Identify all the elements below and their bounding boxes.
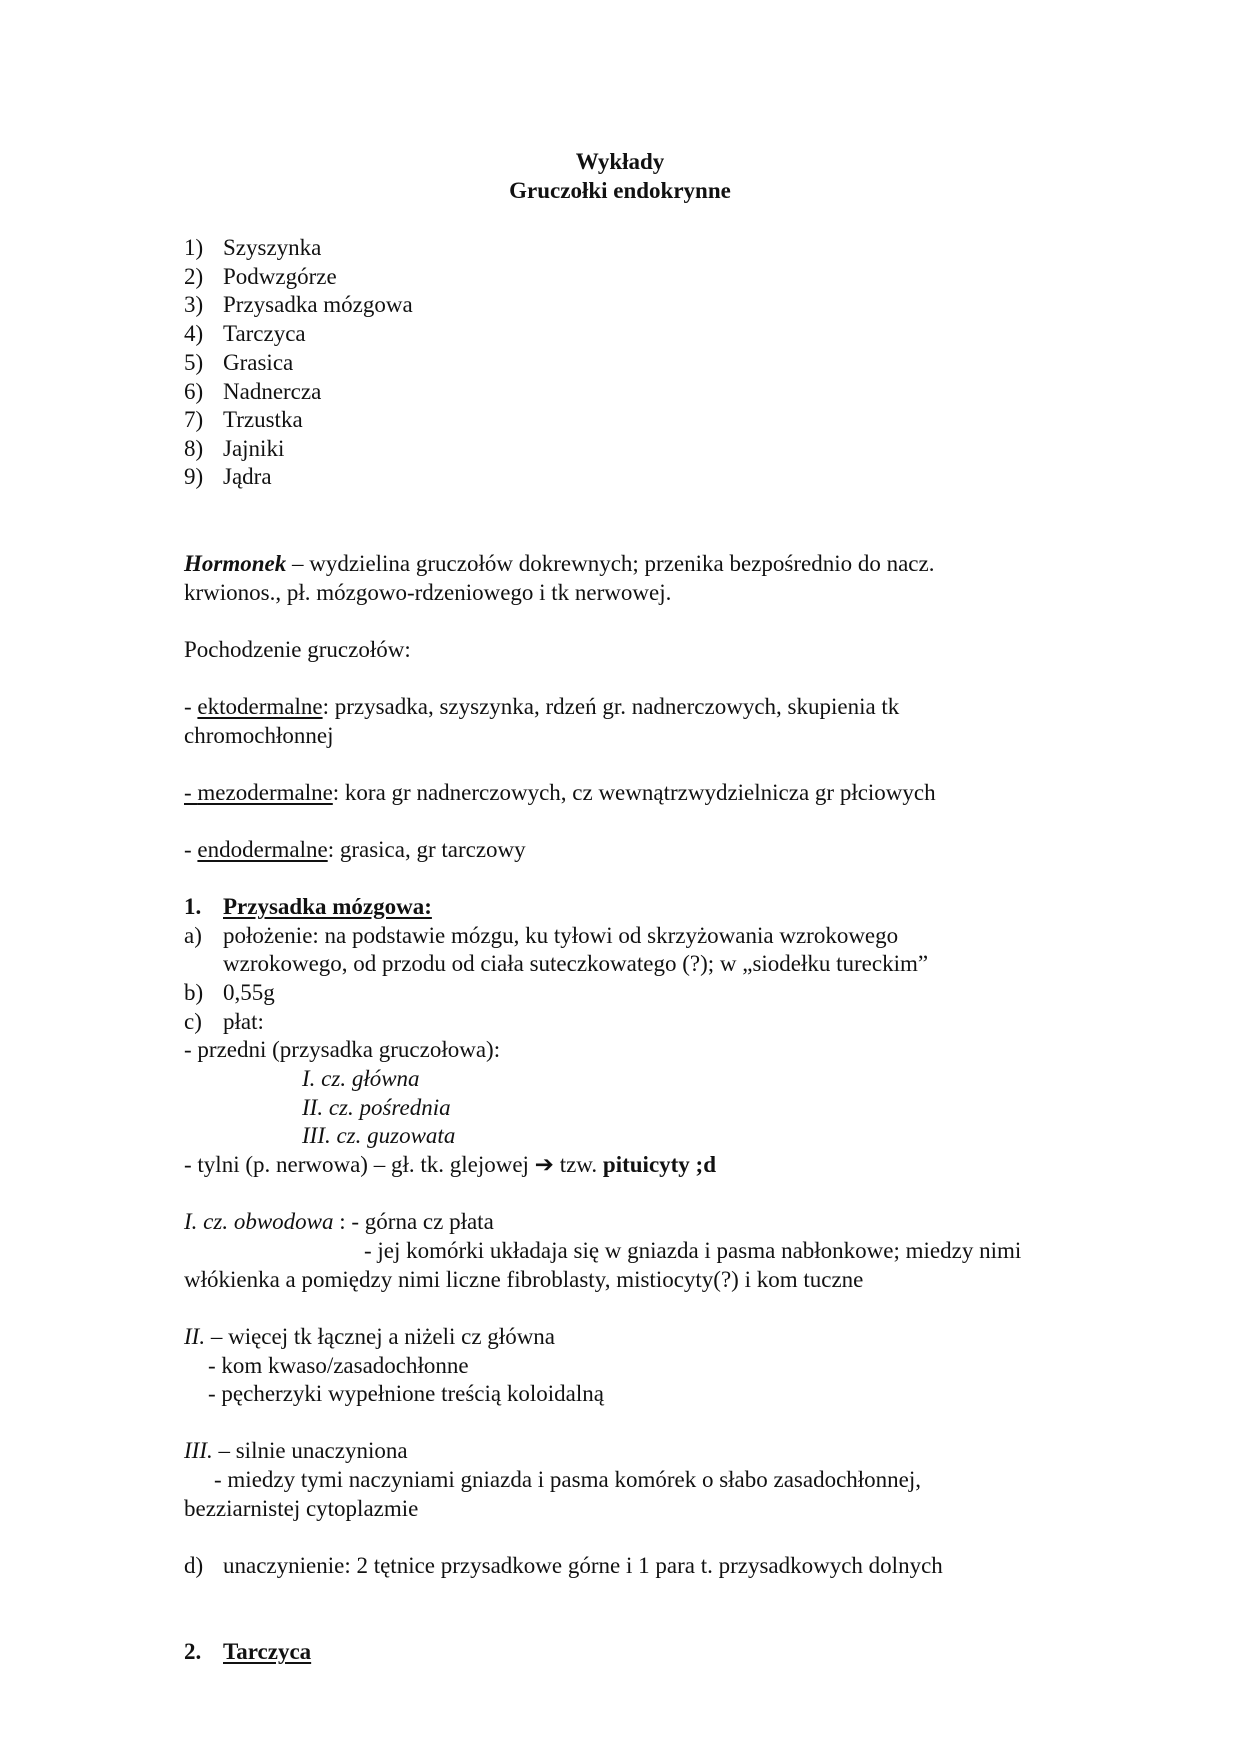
list-item-4: 4) Tarczyca [184,321,306,346]
list-item-1: 1) Szyszynka [184,235,322,260]
arrow-right-icon: ➔ [534,1152,554,1177]
section2-title: Tarczyca [223,1639,312,1664]
list-item-3: 3) Przysadka mózgowa [184,292,413,317]
section1-rear-lobe: - tylni (p. nerwowa) – gł. tk. glejowej ➔ tzw. pituicyty ;d [184,1152,717,1177]
section1-item-a: a) położenie: na podstawie mózgu, ku tyłowi od skrzyżowania wzrokowego [184,923,899,948]
section1-item-d: d) unaczynienie: 2 tętnice przysadkowe górne i 1 para t. przysadkowych dolnych [184,1553,943,1578]
section1-item-a-line2: wzrokowego, od przodu od ciała suteczkowatego (?); w „siodełku tureckim” [223,951,929,976]
section1-title: Przysadka mózgowa: [223,894,432,919]
endodermal-term: endodermalne [197,837,328,862]
origin-mesodermal: - mezodermalne: kora gr nadnerczowych, cz wewnątrzwydzielnicza gr płciowych [184,780,936,805]
part1-description-line2: - jej komórki układaja się w gniazda i pasma nabłonkowe; miedzy nimi [364,1238,1022,1263]
document-title: Wykłady [575,149,665,174]
list-item-7: 7) Trzustka [184,407,303,432]
origin-ectodermal-line2: chromochłonnej [184,723,334,748]
section1-item-c: c) płat: [184,1009,264,1034]
ectodermal-term: ektodermalne [197,694,323,719]
document-subtitle: Gruczołki endokrynne [509,178,731,203]
hormone-definition-line1: Hormonek – wydzielina gruczołów dokrewnych; przenika bezpośrednio do nacz. [184,551,935,576]
front-part-2: II. cz. pośrednia [302,1095,451,1120]
origin-heading: Pochodzenie gruczołów: [184,637,411,662]
part2-description: II. – więcej tk łącznej a niżeli cz główna [184,1324,556,1349]
list-item-9: 9) Jądra [184,464,272,489]
list-item-2: 2) Podwzgórze [184,264,337,289]
part3-description-line3: bezziarnistej cytoplazmie [184,1496,419,1521]
origin-ectodermal: - ektodermalne: przysadka, szyszynka, rdzeń gr. nadnerczowych, skupienia tk [184,694,900,719]
list-item-8: 8) Jajniki [184,436,285,461]
section1-item-b: b) 0,55g [184,980,275,1005]
part2-description-line3: - pęcherzyki wypełnione treścią koloidalną [208,1381,604,1406]
hormone-term: Hormonek [184,551,287,576]
section1-heading: 1. Przysadka mózgowa: [184,894,432,919]
part2-description-line2: - kom kwaso/zasadochłonne [208,1353,469,1378]
list-item-5: 5) Grasica [184,350,294,375]
front-part-1: I. cz. główna [302,1066,420,1091]
origin-endodermal: - endodermalne: grasica, gr tarczowy [184,837,526,862]
part3-description-line2: - miedzy tymi naczyniami gniazda i pasma komórek o słabo zasadochłonnej, [214,1467,922,1492]
part1-description: I. cz. obwodowa : - górna cz płata [184,1209,494,1234]
section2-heading: 2. Tarczyca [184,1639,312,1664]
front-part-3: III. cz. guzowata [302,1123,456,1148]
mesodermal-term: mezodermalne [197,780,333,805]
part3-description: III. – silnie unaczyniona [184,1438,408,1463]
list-item-6: 6) Nadnercza [184,379,322,404]
part1-description-line3: włókienka a pomiędzy nimi liczne fibroblasty, mistiocyty(?) i kom tuczne [184,1267,864,1292]
section1-front-lobe: - przedni (przysadka gruczołowa): [184,1037,501,1062]
hormone-definition-line2: krwionos., pł. mózgowo-rdzeniowego i tk nerwowej. [184,580,672,605]
